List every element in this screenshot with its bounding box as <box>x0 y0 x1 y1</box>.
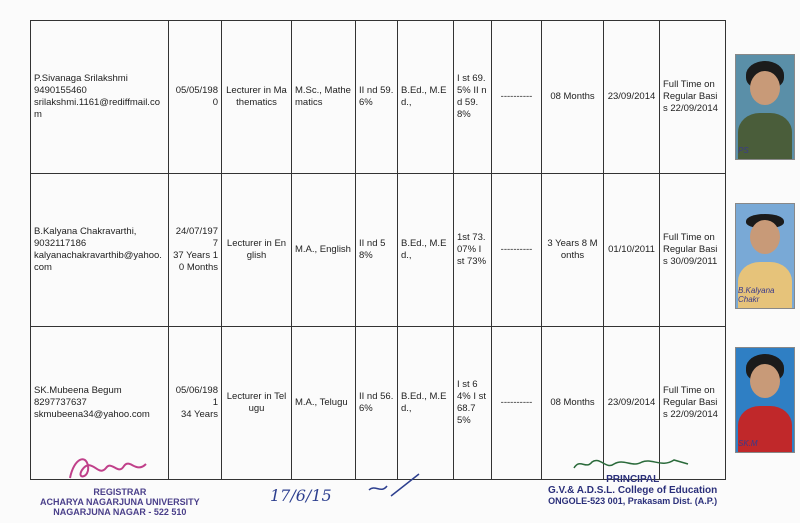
staff-phone: 9032117186 <box>34 238 87 249</box>
date-scribble: 17/6/15 <box>270 486 332 505</box>
staff-email: skmubeena34@yahoo.com <box>34 409 150 420</box>
age-value: 34 Years <box>181 409 218 420</box>
prof-class-cell: I st 69.5% II nd 59.8% <box>454 21 492 174</box>
photo-signature: B.Kalyana Chakr <box>738 286 775 304</box>
professional-cell: B.Ed., M.Ed., <box>398 174 454 327</box>
principal-signature-icon <box>570 452 695 476</box>
professional-cell: B.Ed., M.Ed., <box>398 21 454 174</box>
staff-name: P.Sivanaga Srilakshmi <box>34 73 128 84</box>
designation-cell: Lecturer in English <box>222 174 292 327</box>
dob-cell <box>169 327 222 480</box>
pg-cell: M.Sc., Mathematics <box>292 21 356 174</box>
staff-contact-cell <box>31 174 169 327</box>
registrar-stamp: REGISTRAR ACHARYA NAGARJUNA UNIVERSITY NAGARJUNA NAGAR - 522 510 <box>40 487 200 517</box>
dob-value: 24/07/1977 <box>175 226 218 249</box>
dob-value: 05/05/1980 <box>175 85 218 108</box>
staff-email: srilakshmi.1161@rediffmail.com <box>34 97 160 120</box>
phd-cell: ---------- <box>492 21 542 174</box>
staff-email: kalyanachakravarthib@yahoo.com <box>34 250 162 273</box>
photo-signature: SK.M <box>738 439 758 448</box>
experience-cell: 3 Years 8 Months <box>542 174 604 327</box>
age-value: 37 Years 10 Months <box>173 250 218 273</box>
registrar-signature-icon <box>62 448 162 488</box>
staff-phone: 9490155460 <box>34 85 87 96</box>
pg-cell: M.A., Telugu <box>292 327 356 480</box>
designation-cell: Lecturer in Telugu <box>222 327 292 480</box>
professional-cell: B.Ed., M.Ed., <box>398 327 454 480</box>
staff-photo <box>735 203 795 309</box>
table-row <box>31 21 726 174</box>
phd-cell: ---------- <box>492 327 542 480</box>
staff-name: SK.Mubeena Begum <box>34 385 122 396</box>
principal-stamp: PRINCIPAL G.V.& A.D.S.L. College of Education ONGOLE-523 001, Prakasam Dist. (A.P.) <box>548 474 718 506</box>
pg-cell: M.A., English <box>292 174 356 327</box>
staff-table <box>30 20 726 480</box>
table-row <box>31 174 726 327</box>
staff-photo <box>735 347 795 453</box>
staff-photo <box>735 54 795 160</box>
staff-name: B.Kalyana Chakravarthi, <box>34 226 137 237</box>
staff-contact-cell <box>31 21 169 174</box>
joining-date-cell: 23/09/2014 <box>604 21 660 174</box>
designation-cell: Lecturer in Mathematics <box>222 21 292 174</box>
joining-date-cell: 23/09/2014 <box>604 327 660 480</box>
joining-date-cell: 01/10/2011 <box>604 174 660 327</box>
staff-phone: 8297737637 <box>34 397 87 408</box>
photo-signature: PS <box>738 146 749 155</box>
nature-cell: Full Time on Regular Basis 30/09/2011 <box>660 174 726 327</box>
experience-cell: 08 Months <box>542 21 604 174</box>
phd-cell: ---------- <box>492 174 542 327</box>
dob-cell <box>169 21 222 174</box>
experience-cell: 08 Months <box>542 327 604 480</box>
dob-value: 05/06/1981 <box>175 385 218 408</box>
prof-class-cell: 1st 73.07% I st 73% <box>454 174 492 327</box>
pg-class-cell: II nd 59.6% <box>356 21 398 174</box>
pg-class-cell: II nd 58% <box>356 174 398 327</box>
prof-class-cell: I st 64% I st 68.75% <box>454 327 492 480</box>
nature-cell: Full Time on Regular Basis 22/09/2014 <box>660 21 726 174</box>
dob-cell <box>169 174 222 327</box>
initials-scribble-icon <box>365 470 425 500</box>
nature-cell: Full Time on Regular Basis 22/09/2014 <box>660 327 726 480</box>
pg-class-cell: II nd 56.6% <box>356 327 398 480</box>
